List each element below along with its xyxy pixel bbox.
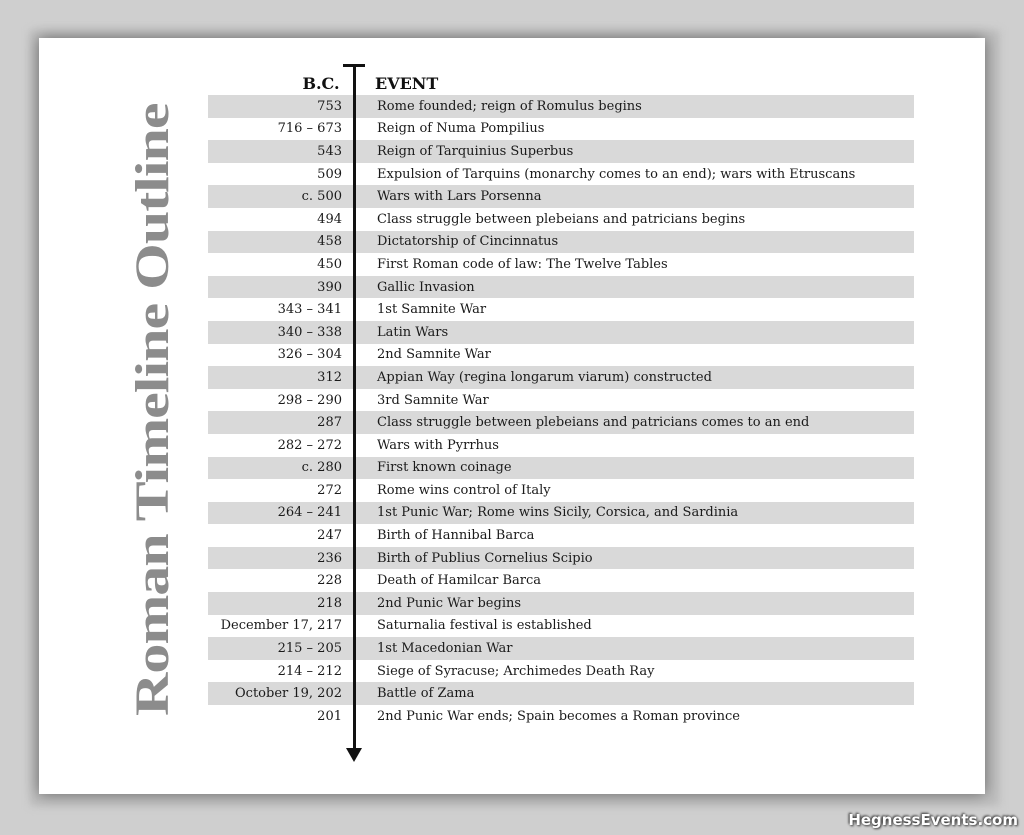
timeline-event: Expulsion of Tarquins (monarchy comes to an end); wars with Etruscans <box>377 166 856 182</box>
timeline-date: 236 <box>317 550 342 566</box>
timeline-event: 1st Samnite War <box>377 302 487 318</box>
timeline-axis <box>353 64 356 756</box>
timeline-row <box>208 118 914 141</box>
timeline-date: 509 <box>317 166 342 182</box>
timeline-row <box>208 615 914 638</box>
timeline-event: Class struggle between plebeians and patricians begins <box>377 211 746 227</box>
timeline-row <box>208 524 914 547</box>
timeline-row <box>208 366 914 389</box>
timeline-row <box>208 185 914 208</box>
timeline-event: Reign of Numa Pompilius <box>377 121 545 137</box>
timeline-event: Saturnalia festival is established <box>377 618 592 634</box>
timeline-event: 1st Macedonian War <box>377 641 513 657</box>
watermark: HegnessEvents.com <box>848 811 1018 829</box>
timeline-event: Dictatorship of Cincinnatus <box>377 234 559 250</box>
timeline-event: Wars with Lars Porsenna <box>377 189 542 205</box>
timeline-row <box>208 140 914 163</box>
timeline-event: Appian Way (regina longarum viarum) constructed <box>377 369 712 385</box>
timeline-date: 343 – 341 <box>277 302 342 318</box>
timeline-event: First known coinage <box>377 460 512 476</box>
timeline-date: 272 <box>317 482 342 498</box>
timeline-event: 1st Punic War; Rome wins Sicily, Corsica, and Sardinia <box>377 505 739 521</box>
timeline-row <box>208 389 914 412</box>
timeline-event: Battle of Zama <box>377 686 475 702</box>
timeline-row <box>208 95 914 118</box>
timeline-row <box>208 660 914 683</box>
timeline-date: 214 – 212 <box>277 663 342 679</box>
event-column-header: EVENT <box>375 74 439 93</box>
timeline-event: First Roman code of law: The Twelve Tables <box>377 256 668 272</box>
timeline-date: October 19, 202 <box>235 686 342 702</box>
timeline-arrow-icon <box>346 748 362 762</box>
timeline-event: 2nd Punic War begins <box>377 595 522 611</box>
timeline-row <box>208 682 914 705</box>
timeline-date: 340 – 338 <box>277 324 342 340</box>
timeline-event: 2nd Punic War ends; Spain becomes a Roman province <box>377 708 740 724</box>
timeline-date: 716 – 673 <box>277 121 342 137</box>
timeline-date: 218 <box>317 595 342 611</box>
timeline-event: Birth of Publius Cornelius Scipio <box>377 550 593 566</box>
timeline-row <box>208 344 914 367</box>
timeline-row <box>208 208 914 231</box>
timeline-row <box>208 321 914 344</box>
timeline-row <box>208 434 914 457</box>
timeline-event: Latin Wars <box>377 324 449 340</box>
timeline-row <box>208 705 914 728</box>
timeline-event: Rome wins control of Italy <box>377 482 551 498</box>
timeline-row <box>208 547 914 570</box>
timeline-row <box>208 637 914 660</box>
timeline-date: 228 <box>317 573 342 589</box>
timeline-date: 312 <box>317 369 342 385</box>
timeline-table <box>208 95 914 728</box>
timeline-row <box>208 457 914 480</box>
timeline-row <box>208 298 914 321</box>
timeline-date: 326 – 304 <box>277 347 342 363</box>
timeline-date: c. 500 <box>301 189 342 205</box>
timeline-date: 287 <box>317 415 342 431</box>
timeline-date: 458 <box>317 234 342 250</box>
timeline-event: Reign of Tarquinius Superbus <box>377 143 574 159</box>
timeline-date: 282 – 272 <box>277 437 342 453</box>
timeline-date: 298 – 290 <box>277 392 342 408</box>
timeline-event: Birth of Hannibal Barca <box>377 528 535 544</box>
timeline-date: 543 <box>317 143 342 159</box>
timeline-event: Rome founded; reign of Romulus begins <box>377 98 642 114</box>
timeline-row <box>208 276 914 299</box>
date-column-header: B.C. <box>302 74 340 93</box>
timeline-event: Class struggle between plebeians and patricians comes to an end <box>377 415 810 431</box>
timeline-event: Siege of Syracuse; Archimedes Death Ray <box>377 663 655 679</box>
timeline-date: December 17, 217 <box>220 618 342 634</box>
timeline-date: 201 <box>317 708 342 724</box>
timeline-event: Death of Hamilcar Barca <box>377 573 542 589</box>
timeline-date: 450 <box>317 256 342 272</box>
timeline-row <box>208 479 914 502</box>
timeline-row <box>208 163 914 186</box>
timeline-row <box>208 502 914 525</box>
timeline-event: 3rd Samnite War <box>377 392 489 408</box>
timeline-row <box>208 231 914 254</box>
timeline-row <box>208 411 914 434</box>
timeline-date: 753 <box>317 98 342 114</box>
timeline-event: Wars with Pyrrhus <box>377 437 499 453</box>
timeline-date: c. 280 <box>301 460 342 476</box>
timeline-row <box>208 569 914 592</box>
timeline-event: Gallic Invasion <box>377 279 475 295</box>
timeline-date: 264 – 241 <box>277 505 342 521</box>
timeline-date: 247 <box>317 528 342 544</box>
timeline-row <box>208 253 914 276</box>
timeline-date: 390 <box>317 279 342 295</box>
page-title: Roman Timeline Outline <box>125 103 179 716</box>
timeline-date: 215 – 205 <box>277 641 342 657</box>
timeline-event: 2nd Samnite War <box>377 347 491 363</box>
timeline-date: 494 <box>317 211 342 227</box>
timeline-row <box>208 592 914 615</box>
